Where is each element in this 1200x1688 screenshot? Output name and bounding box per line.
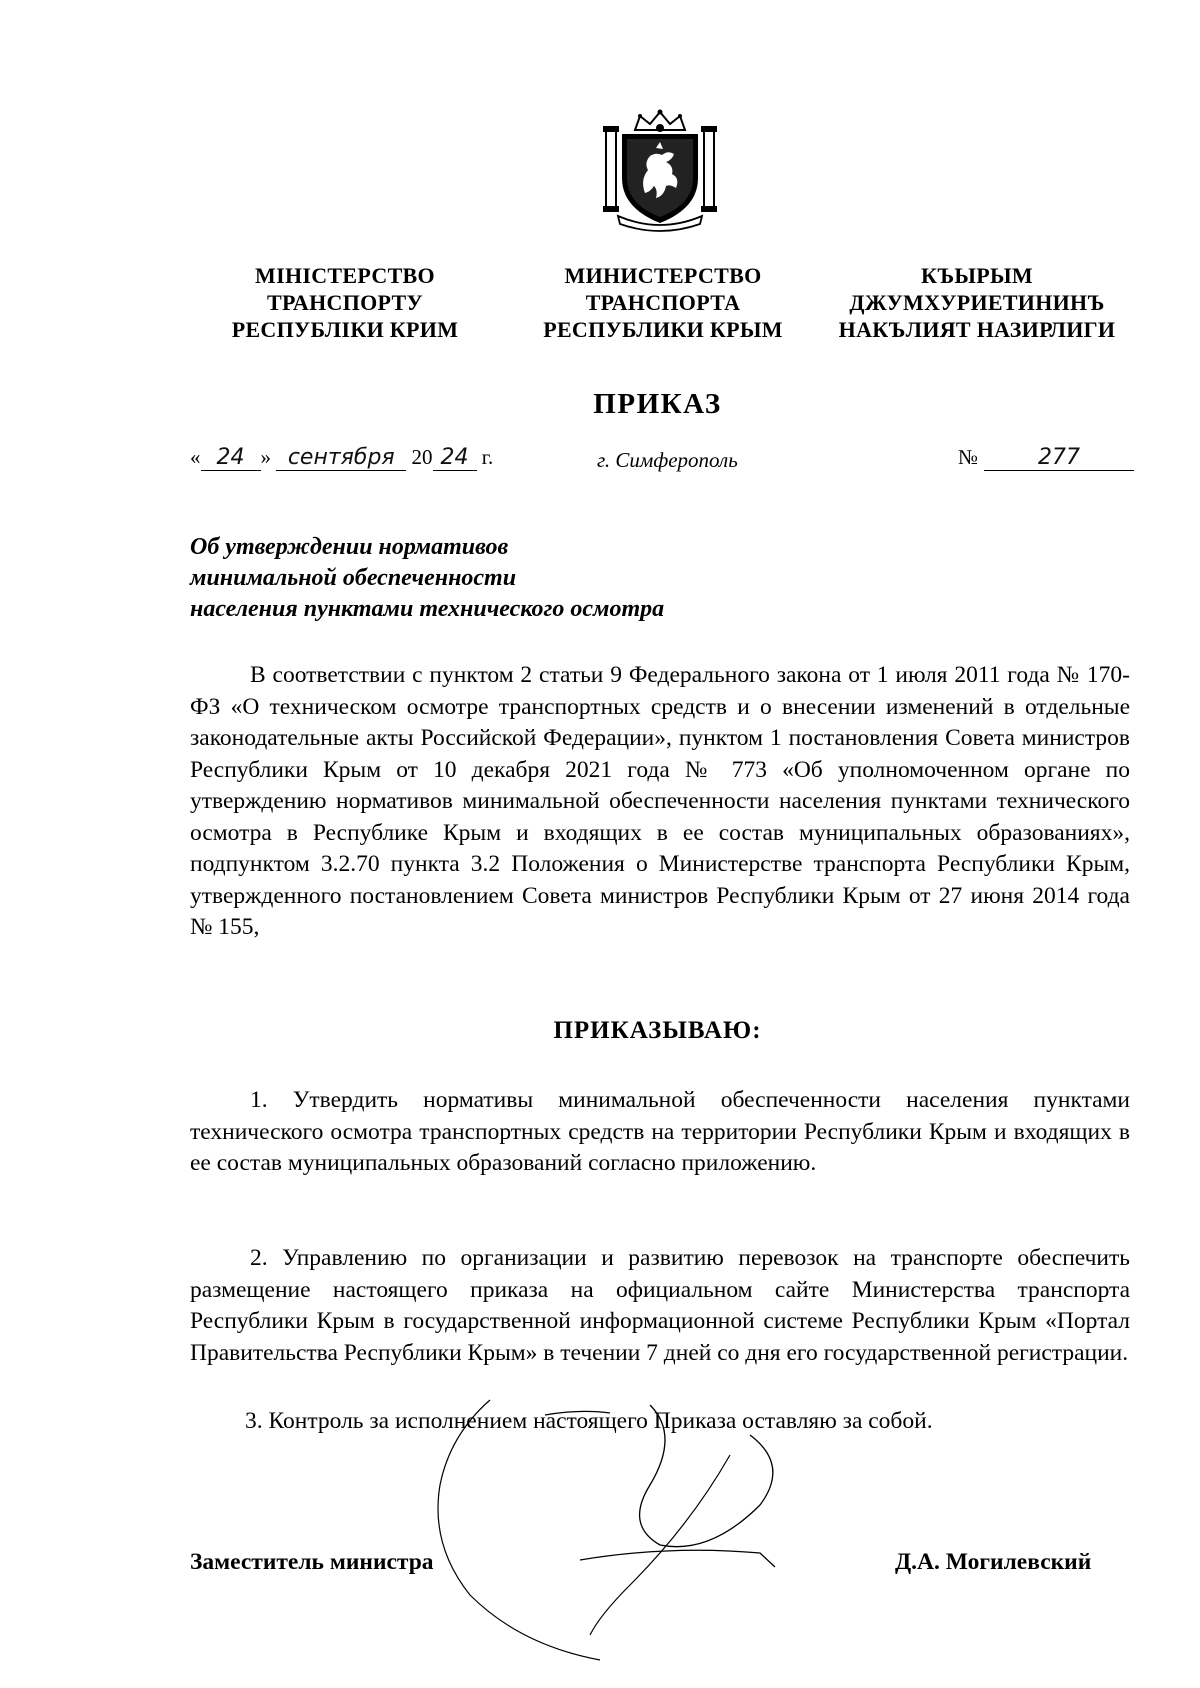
header-line: НАКЪЛИЯТ НАЗИРЛИГИ xyxy=(838,317,1116,342)
handwritten-signature xyxy=(430,1395,860,1685)
order-item-2: 2. Управлению по организации и развитию перевозок на транспорте обеспечить размещение настоящего приказа на официальном сайте Министерства транспорта Республики Крым в государственной информационной системе Республики Крым «Портал Правительства Республики Крым» в течении 7 дней со дня его государственной регистрации. xyxy=(190,1245,1130,1366)
date-year-mark: г. xyxy=(481,445,494,469)
header-line: МІНІСТЕРСТВО xyxy=(255,263,435,288)
date-close-quote: » xyxy=(260,445,271,469)
coat-of-arms-icon xyxy=(600,108,720,233)
header-line: РЕСПУБЛІКИ КРИМ xyxy=(231,317,459,342)
preamble-paragraph: В соответствии с пунктом 2 статьи 9 Федерального закона от 1 июля 2011 года № 170-ФЗ «О техническом осмотре транспортных средств и о внесении изменений в отдельные законодательные акты Российской Федерации», пунктом 1 постановления Совета министров Республики Крым от 10 декабря 2021 года № 773 «Об уполномоченном органе по утверждению нормативов минимальной обеспеченности населения пунктами технического осмотра в Республике Крым и входящих в ее состав муниципальных образованиях», подпунктом 3.2.70 пункта 3.2 Положения о Министерстве транспорта Республики Крым, утвержденного постановлением Совета министров Республики Крым от 27 июня 2014 года № 155, xyxy=(190,662,1130,940)
date-day: 24 xyxy=(201,445,261,471)
date-year-prefix: 20 xyxy=(411,445,433,469)
signatory-name: Д.А. Могилевский xyxy=(895,1549,1092,1575)
header-line: ДЖУМХУРИЕТИНИНЪ xyxy=(849,290,1105,315)
order-item-1: 1. Утвердить нормативы минимальной обеспеченности населения пунктами технического осмотра транспортных средств на территории Республики Крым и входящих в ее состав муниципальных образований согласно приложению. xyxy=(190,1087,1130,1176)
header-line: КЪЫРЫМ xyxy=(921,263,1033,288)
subject-line: населения пунктами технического осмотра xyxy=(190,596,665,622)
order-word: ПРИКАЗЫВАЮ: xyxy=(553,1017,762,1044)
header-line: ТРАНСПОРТУ xyxy=(267,290,423,315)
order-subject xyxy=(190,532,890,625)
header-line: РЕСПУБЛИКИ КРЫМ xyxy=(543,317,783,342)
date-year-suffix: 24 xyxy=(433,445,477,471)
date-month: сентября xyxy=(276,445,406,471)
date-open-quote: « xyxy=(190,445,201,469)
header-crimean-tatar xyxy=(817,262,1137,343)
number-value: 277 xyxy=(984,445,1134,471)
document-title: ПРИКАЗ xyxy=(593,388,722,420)
signatory-position: Заместитель министра xyxy=(190,1549,434,1575)
subject-line: минимальной обеспеченности xyxy=(190,565,517,591)
header-ukrainian xyxy=(205,262,485,343)
order-date xyxy=(190,445,493,471)
order-number xyxy=(958,445,1134,471)
number-label: № xyxy=(958,445,979,469)
header-line: МИНИСТЕРСТВО xyxy=(564,263,762,288)
header-line: ТРАНСПОРТА xyxy=(585,290,741,315)
subject-line: Об утверждении нормативов xyxy=(190,534,509,560)
order-item-3: 3. Контроль за исполнением настоящего Приказа оставляю за собой. xyxy=(245,1408,933,1434)
city: г. Симферополь xyxy=(597,448,738,472)
header-russian xyxy=(523,262,803,343)
